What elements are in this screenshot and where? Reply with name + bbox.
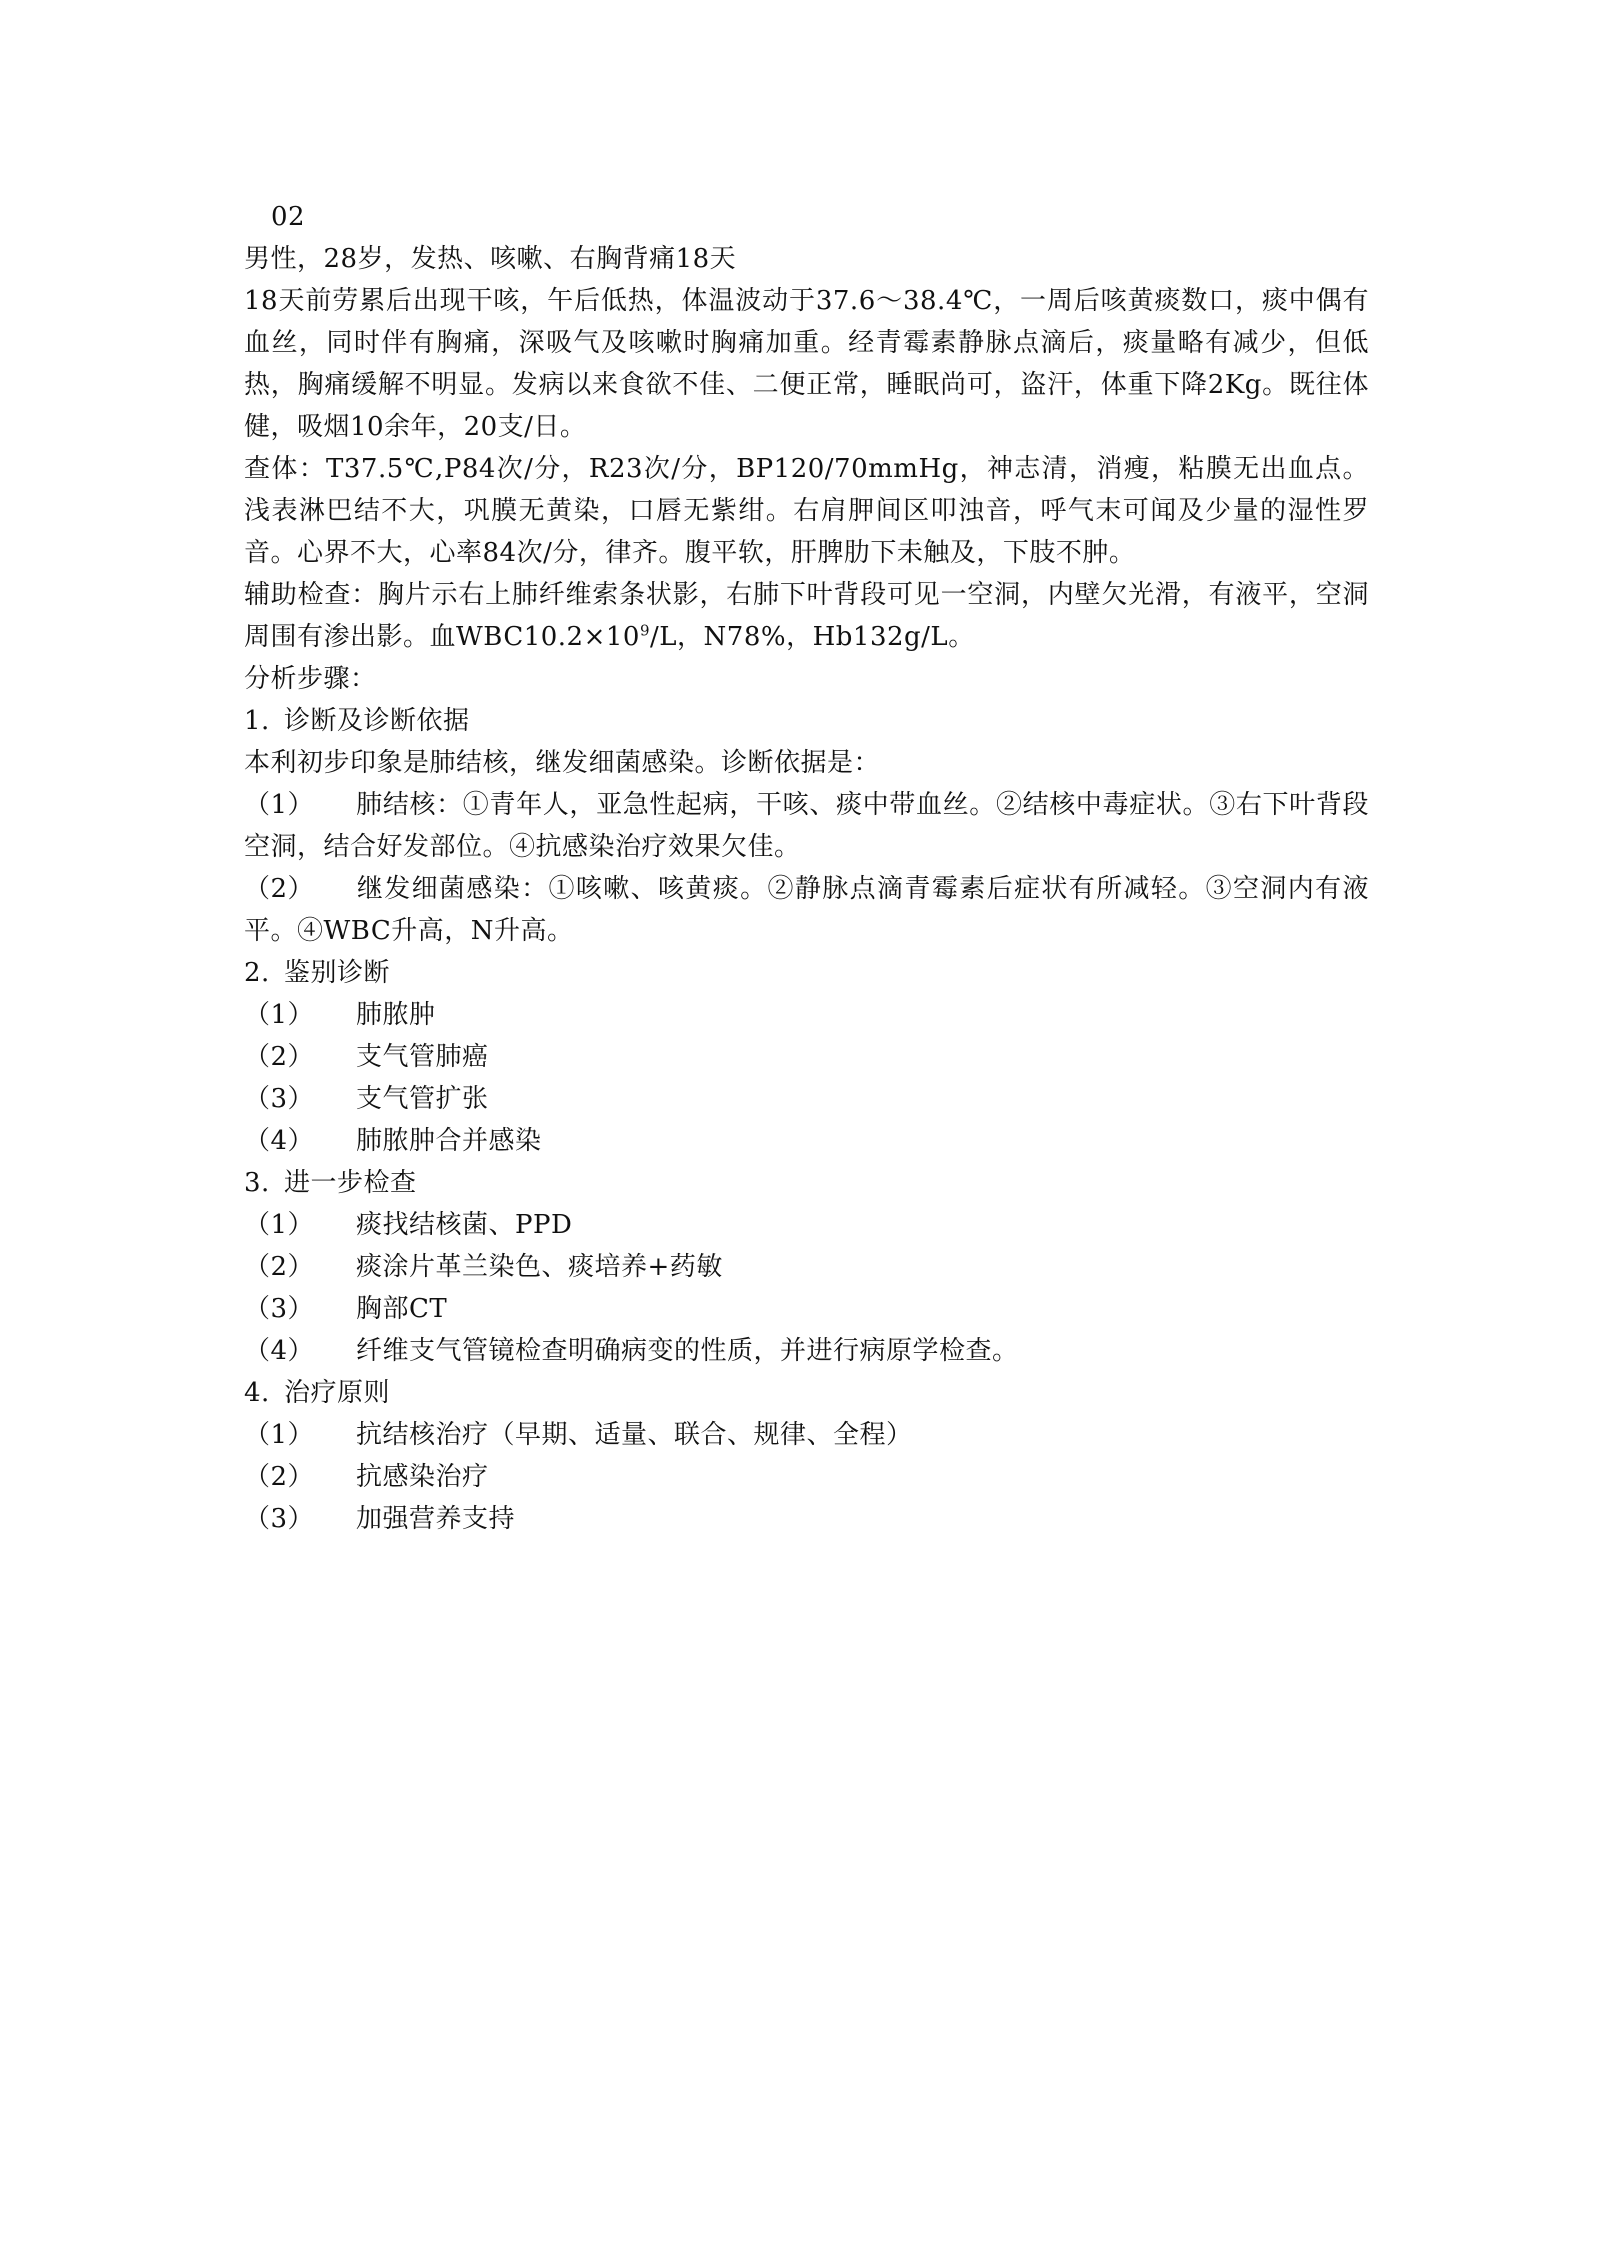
list-item xyxy=(244,1204,1369,1246)
item-number: （2） xyxy=(244,1042,315,1072)
item-text: 纤维支气管镜检查明确病变的性质，并进行病原学检查。 xyxy=(356,1336,1019,1366)
item-text: 支气管肺癌 xyxy=(356,1042,489,1072)
list-item xyxy=(244,868,1369,952)
item-text: 痰找结核菌、PPD xyxy=(356,1210,573,1240)
item-text: 加强营养支持 xyxy=(356,1504,516,1534)
list-item xyxy=(244,1456,1369,1498)
item-number: （2） xyxy=(244,1252,315,1282)
list-item xyxy=(244,1288,1369,1330)
item-text: 抗结核治疗（早期、适量、联合、规律、全程） xyxy=(356,1420,913,1450)
item-text: 肺脓肿 xyxy=(356,1000,436,1030)
item-text: 抗感染治疗 xyxy=(356,1462,489,1492)
list-item xyxy=(244,1498,1369,1540)
item-number: （1） xyxy=(244,1420,315,1450)
section-number: 2. xyxy=(244,958,270,988)
item-text: 肺结核：①青年人，亚急性起病，干咳、痰中带血丝。②结核中毒症状。③右下叶背段空洞，结合好发部位。④抗感染治疗效果欠佳。 xyxy=(244,790,1369,862)
section-heading xyxy=(244,1162,1369,1204)
section-intro: 本利初步印象是肺结核，继发细菌感染。诊断依据是： xyxy=(244,748,881,778)
list-item xyxy=(244,1078,1369,1120)
aux-exam-text: 辅助检查：胸片示右上肺纤维索条状影，右肺下叶背段可见一空洞，内壁欠光滑，有液平，空洞周围有渗出影。血WBC10.2×10 xyxy=(244,580,1369,652)
item-number: （2） xyxy=(244,1462,315,1492)
case-summary: 男性，28岁，发热、咳嗽、右胸背痛18天 xyxy=(244,244,737,274)
item-text: 继发细菌感染：①咳嗽、咳黄痰。②静脉点滴青霉素后症状有所减轻。③空洞内有液平。④WBC升高，N升高。 xyxy=(244,874,1369,946)
aux-exam-text-end: /L，N78%，Hb132g/L。 xyxy=(650,622,975,652)
item-number: （3） xyxy=(244,1504,315,1534)
item-number: （1） xyxy=(244,790,315,820)
item-number: （3） xyxy=(244,1294,315,1324)
section-heading xyxy=(244,1372,1369,1414)
history-paragraph: 18天前劳累后出现干咳，午后低热，体温波动于37.6～38.4℃，一周后咳黄痰数口，痰中偶有血丝，同时伴有胸痛，深吸气及咳嗽时胸痛加重。经青霉素静脉点滴后，痰量略有减少，但低热，胸痛缓解不明显。发病以来食欲不佳、二便正常，睡眠尚可，盗汗，体重下降2Kg。既往体健，吸烟10余年，20支/日。 xyxy=(244,286,1369,442)
list-item xyxy=(244,1246,1369,1288)
section-number: 3. xyxy=(244,1168,270,1198)
item-text: 支气管扩张 xyxy=(356,1084,489,1114)
item-number: （4） xyxy=(244,1336,315,1366)
list-item xyxy=(244,784,1369,868)
section-title: 鉴别诊断 xyxy=(284,958,391,988)
list-item xyxy=(244,1120,1369,1162)
item-text: 胸部CT xyxy=(356,1294,448,1324)
item-number: （3） xyxy=(244,1084,315,1114)
aux-exam-paragraph xyxy=(244,574,1369,658)
list-item xyxy=(244,1036,1369,1078)
section-title: 诊断及诊断依据 xyxy=(284,706,470,736)
item-number: （1） xyxy=(244,1210,315,1240)
section-heading xyxy=(244,952,1369,994)
list-item xyxy=(244,994,1369,1036)
section-heading xyxy=(244,700,1369,742)
section-title: 治疗原则 xyxy=(284,1378,391,1408)
item-text: 肺脓肿合并感染 xyxy=(356,1126,542,1156)
item-number: （1） xyxy=(244,1000,315,1030)
aux-exam-superscript: 9 xyxy=(639,621,651,640)
item-number: （2） xyxy=(244,874,315,904)
section-title: 进一步检查 xyxy=(284,1168,417,1198)
item-text: 痰涂片革兰染色、痰培养+药敏 xyxy=(356,1252,723,1282)
list-item xyxy=(244,1414,1369,1456)
case-number: 02 xyxy=(271,202,306,232)
list-item xyxy=(244,1330,1369,1372)
exam-paragraph: 查体：T37.5℃,P84次/分，R23次/分，BP120/70mmHg，神志清，消瘦，粘膜无出血点。浅表淋巴结不大，巩膜无黄染，口唇无紫绀。右肩胛间区叩浊音，呼气末可闻及少量的湿性罗音。心界不大，心率84次/分，律齐。腹平软，肝脾肋下未触及，下肢不肿。 xyxy=(244,454,1369,568)
document-page xyxy=(244,196,1369,1540)
analysis-heading: 分析步骤： xyxy=(244,664,377,694)
section-number: 1. xyxy=(244,706,270,736)
item-number: （4） xyxy=(244,1126,315,1156)
section-number: 4. xyxy=(244,1378,270,1408)
